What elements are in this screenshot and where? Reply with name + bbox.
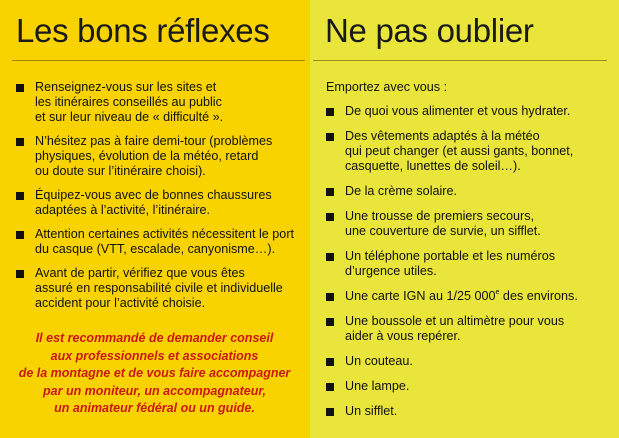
square-bullet-icon — [326, 188, 334, 196]
square-bullet-icon — [326, 293, 334, 301]
left-divider — [12, 60, 305, 61]
list-item: De la crème solaire. — [326, 184, 612, 199]
square-bullet-icon — [326, 253, 334, 261]
right-divider — [313, 60, 607, 61]
left-title: Les bons réflexes — [16, 12, 270, 49]
column-separator — [309, 0, 310, 438]
square-bullet-icon — [16, 231, 24, 239]
square-bullet-icon — [326, 408, 334, 416]
square-bullet-icon — [16, 270, 24, 278]
list-item: Une boussole et un altimètre pour vous aider à vous repérer. — [326, 314, 612, 344]
list-item: Équipez-vous avec de bonnes chaussures adaptées à l’activité, l’itinéraire. — [16, 188, 306, 218]
list-item: Un téléphone portable et les numéros d’urgence utiles. — [326, 249, 612, 279]
intro-text: Emportez avec vous : — [326, 80, 448, 94]
list-item: De quoi vous alimenter et vous hydrater. — [326, 104, 612, 119]
checklist — [326, 104, 612, 429]
square-bullet-icon — [16, 138, 24, 146]
list-item: N’hésitez pas à faire demi-tour (problèmes physiques, évolution de la météo, retard ou doute sur l’itinéraire choisi). — [16, 134, 306, 179]
list-item: Une lampe. — [326, 379, 612, 394]
square-bullet-icon — [16, 192, 24, 200]
left-panel — [0, 0, 309, 438]
list-item: Un sifflet. — [326, 404, 612, 419]
square-bullet-icon — [326, 133, 334, 141]
advice-text: Il est recommandé de demander conseil aux professionnels et associations de la montagne et de vous faire accompagner par un moniteur, un accompagnateur, un animateur fédéral ou un guide. — [18, 331, 291, 415]
list-item: Avant de partir, vérifiez que vous êtes assuré en responsabilité civile et individuelle accident pour l’activité choisie. — [16, 266, 306, 311]
square-bullet-icon — [16, 84, 24, 92]
reflexes-list — [16, 80, 306, 320]
list-item: Une trousse de premiers secours, une couverture de survie, un sifflet. — [326, 209, 612, 239]
list-item: Attention certaines activités nécessitent le port du casque (VTT, escalade, canyonisme…). — [16, 227, 306, 257]
right-panel — [309, 0, 619, 438]
list-item: Une carte IGN au 1/25 000e des environs. — [326, 289, 612, 304]
list-item: Renseignez-vous sur les sites et les itinéraires conseillés au public et sur leur niveau de « difficulté ». — [16, 80, 306, 125]
square-bullet-icon — [326, 358, 334, 366]
square-bullet-icon — [326, 108, 334, 116]
square-bullet-icon — [326, 213, 334, 221]
square-bullet-icon — [326, 383, 334, 391]
right-title: Ne pas oublier — [325, 12, 534, 49]
square-bullet-icon — [326, 318, 334, 326]
list-item: Un couteau. — [326, 354, 612, 369]
list-item: Des vêtements adaptés à la météo qui peut changer (et aussi gants, bonnet, casquette, lunettes de soleil…). — [326, 129, 612, 174]
